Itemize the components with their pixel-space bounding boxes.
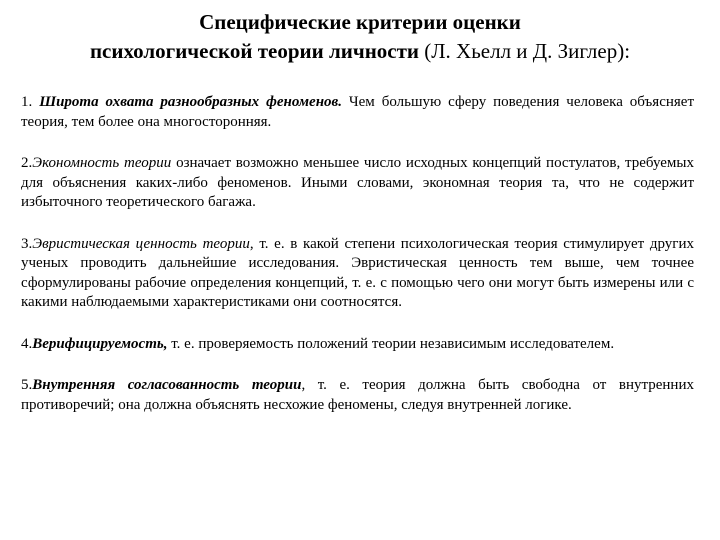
criterion-number: 4.	[21, 335, 33, 352]
criterion-text: т. е. проверяемость положений теории независимым исследователем.	[167, 335, 615, 352]
criterion-item-2	[21, 154, 694, 213]
criteria-list	[21, 93, 694, 437]
criterion-text: Чем большую сферу поведения человека объясняет теория, тем более она многосторонняя.	[21, 94, 694, 130]
criterion-text: означает возможно меньшее число исходных концепций постулатов, требуемых для объяснения каких-либо феноменов. Иными словами, экономная теория та, что не содержит избыточного теоретического багажа.	[21, 155, 695, 210]
criterion-term: Верифицируемость,	[32, 335, 168, 352]
slide-title	[40, 8, 680, 66]
title-line-2-bold: психологической теории личности	[89, 39, 420, 63]
criterion-item-3	[21, 235, 694, 313]
criterion-number: 3.	[21, 235, 33, 252]
criterion-term: Широта охвата разнообразных феноменов.	[39, 94, 342, 110]
title-line-2	[40, 37, 680, 66]
criterion-term: Экономность теории	[32, 155, 172, 171]
criterion-number: 2.	[21, 155, 33, 171]
criterion-number: 5.	[21, 377, 33, 393]
criterion-term: Эвристическая ценность теории	[32, 235, 250, 252]
criterion-item-1	[21, 93, 694, 132]
criterion-item-4	[21, 335, 694, 355]
criterion-term: Внутренняя согласованность теории	[32, 377, 302, 393]
criterion-text: , т. е. в какой степени психологическая теория стимулирует других ученых проводить дальнейшие исследования. Эвристическая ценность тем выше, чем точнее сформулированы рабочие определения концепций, т. е. с помощью чего они могут быть измерены или с какими наблюдаемыми характеристиками они соотносятся.	[21, 235, 694, 310]
criterion-item-5	[21, 376, 694, 415]
title-authors: (Л. Хьелл и Д. Зиглер):	[419, 39, 631, 63]
title-line-1: Специфические критерии оценки	[199, 10, 521, 34]
criterion-number: 1.	[21, 94, 40, 110]
criterion-text: , т. е. теория должна быть свободна от внутренних противоречий; она должна объяснять несхожие феномены, следуя внутренней логике.	[21, 377, 694, 413]
